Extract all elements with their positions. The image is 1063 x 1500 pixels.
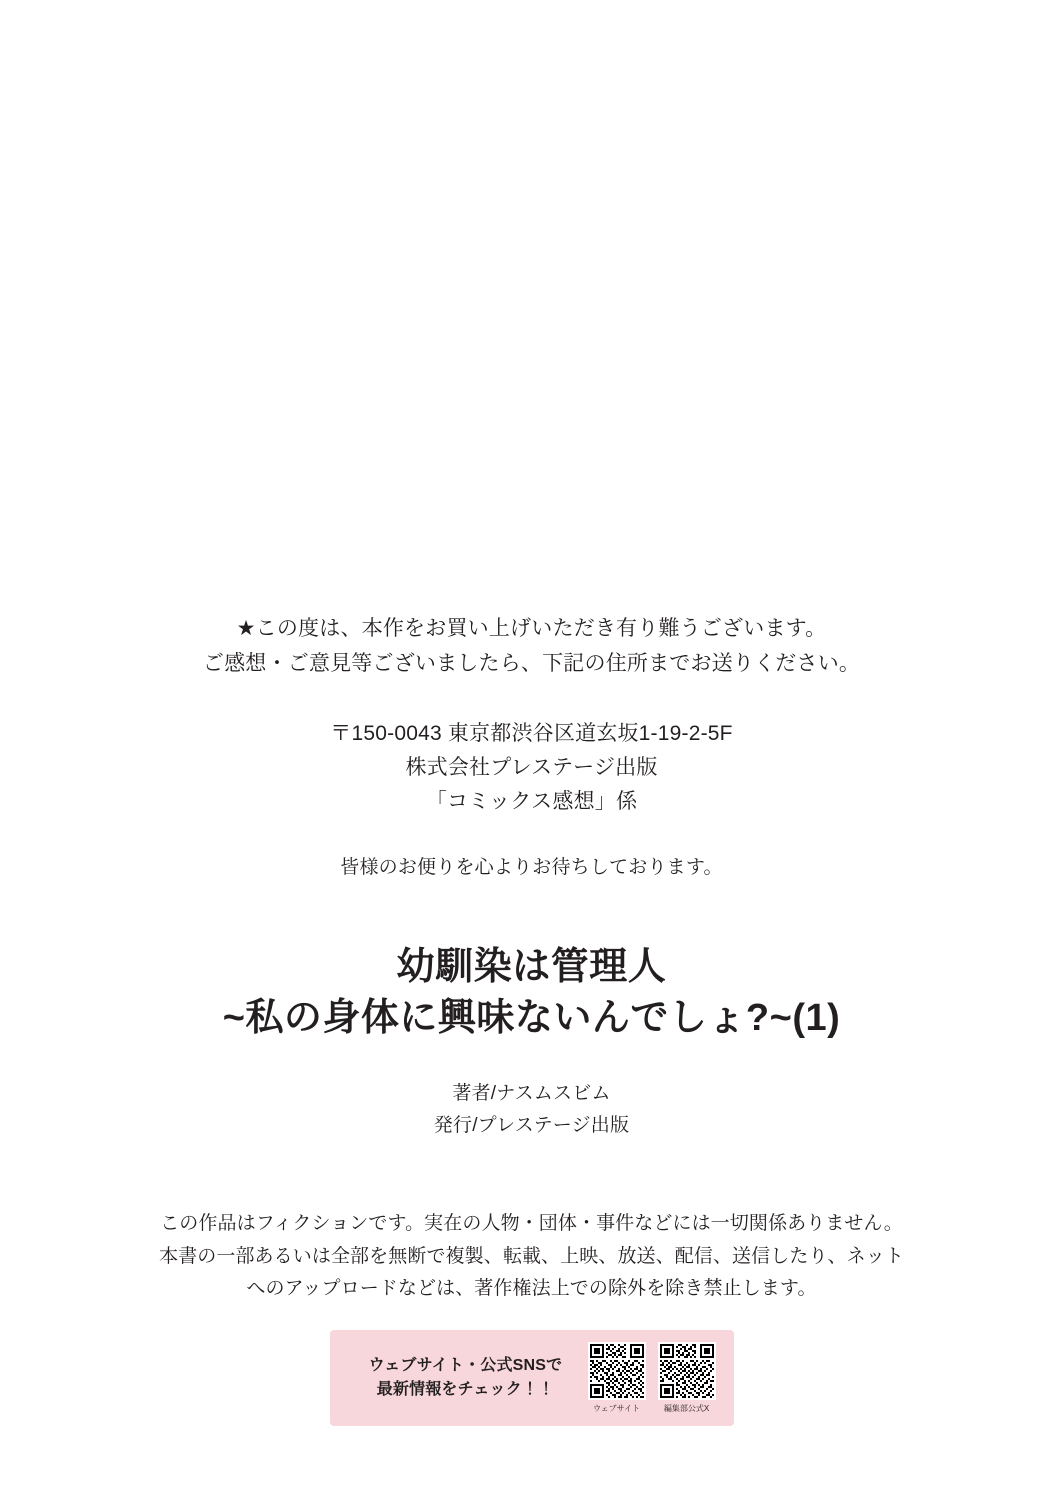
publisher-address-block [0, 717, 1063, 819]
colophon-block [0, 612, 1063, 1141]
qr-website-caption: ウェブサイト [592, 1404, 641, 1413]
closing-message: 皆様のお便りを心よりお待ちしております。 [340, 857, 723, 879]
credits-block [0, 1078, 1063, 1141]
publisher-credit: 発行/プレステージ出版 [433, 1114, 630, 1136]
address-line-2: 株式会社プレステージ出版 [405, 756, 658, 780]
qr-editorial-x-icon[interactable] [658, 1342, 716, 1400]
promo-text-line-1: ウェブサイト・公式SNSで [368, 1357, 563, 1374]
qr-website-icon[interactable] [588, 1342, 646, 1400]
greeting-block [0, 612, 1063, 681]
disclaimer-line-1: この作品はフィクションです。実在の人物・団体・事件などには一切関係ありません。 [160, 1213, 903, 1234]
copyright-disclaimer [152, 1208, 912, 1306]
title-line-1: 幼馴染は管理人 [396, 945, 667, 988]
disclaimer-line-3: へのアップロードなどは、著作権法上での除外を除き禁止します。 [246, 1278, 817, 1300]
promo-text [344, 1354, 588, 1402]
disclaimer-line-2: 本書の一部あるいは全部を無断で複製、転載、上映、放送、配信、送信したり、ネット [159, 1245, 904, 1267]
qr-code-group [588, 1342, 720, 1414]
author-credit: 著者/ナスムスビム [452, 1083, 611, 1105]
title-line-2: ~私の身体に興味ないんでしょ?~(1) [222, 997, 841, 1040]
promo-banner [330, 1330, 734, 1426]
qr-editorial-x-item[interactable] [658, 1342, 716, 1414]
greeting-line-2: ご感想・ご意見等ございましたら、下記の住所までお送りください。 [202, 651, 861, 675]
greeting-line-1: ★この度は、本作をお買い上げいただき有り難うございます。 [236, 617, 827, 640]
address-line-1: 〒150-0043 東京都渋谷区道玄坂1-19-2-5F [330, 722, 733, 746]
promo-text-line-2: 最新情報をチェック！！ [376, 1381, 555, 1398]
work-title [0, 942, 1063, 1045]
address-line-3: 「コミックス感想」係 [425, 790, 638, 814]
qr-website-item[interactable] [588, 1342, 646, 1414]
qr-editorial-x-caption: 編集部公式X [663, 1404, 710, 1413]
